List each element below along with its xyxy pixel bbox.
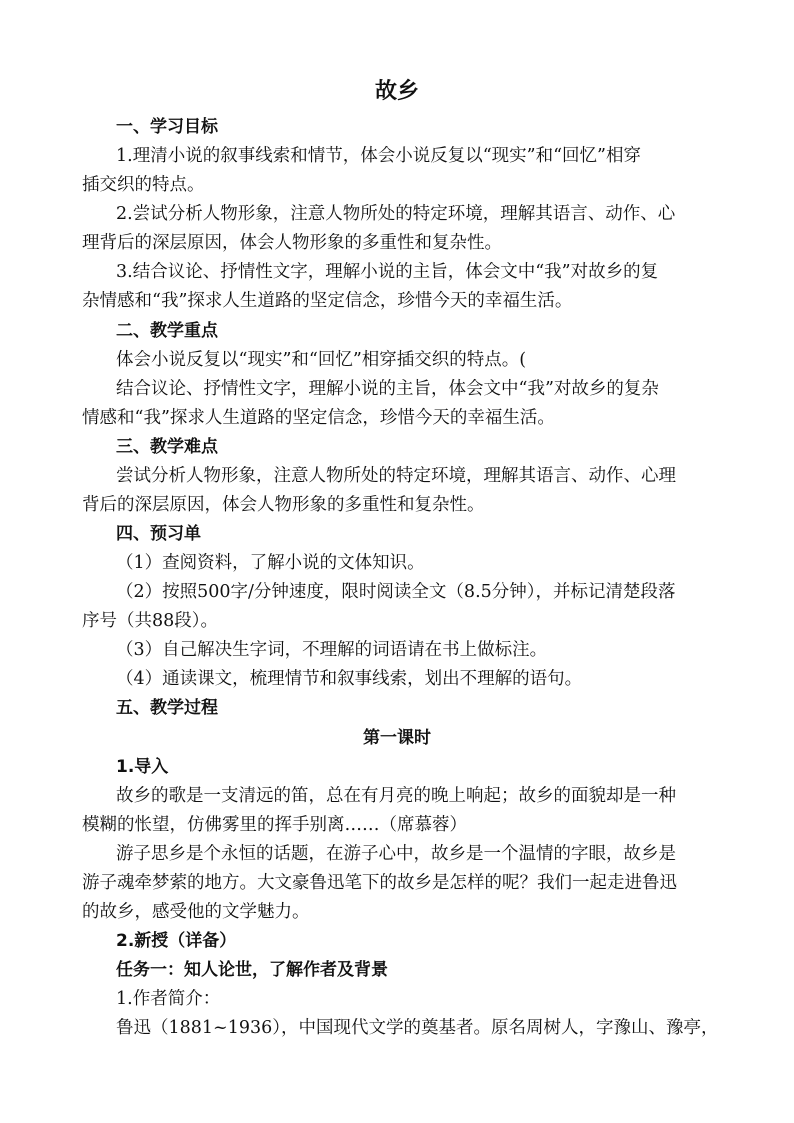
- goal-1-line-2: 插交织的特点。: [82, 175, 205, 195]
- section-heading-focus: 二、教学重点: [116, 321, 218, 341]
- focus-line-2: 结合议论、抒情性文字，理解小说的主旨，体会文中“我”对故乡的复杂: [116, 379, 659, 399]
- intro-line-4: 游子魂牵梦萦的地方。大文豪鲁迅笔下的故乡是怎样的呢？我们一起走进鲁迅: [82, 873, 677, 893]
- focus-line-3: 情感和“我”探求人生道路的坚定信念，珍惜今天的幸福生活。: [82, 408, 555, 428]
- goal-3-line-2: 杂情感和“我”探求人生道路的坚定信念，珍惜今天的幸福生活。: [82, 291, 573, 311]
- preview-item-4: （4）通读课文，梳理情节和叙事线索，划出不理解的语句。: [116, 669, 583, 689]
- lesson-heading: 第一课时: [363, 728, 431, 748]
- intro-line-2: 模糊的怅望，仿佛雾里的挥手别离……（席慕蓉）: [82, 815, 467, 835]
- goal-1-line-1: 1.理清小说的叙事线索和情节，体会小说反复以“现实”和“回忆”相穿: [116, 146, 641, 166]
- goal-3-line-1: 3.结合议论、抒情性文字，理解小说的主旨，体会文中“我”对故乡的复: [116, 262, 659, 282]
- goal-2-line-1: 2.尝试分析人物形象，注意人物所处的特定环境，理解其语言、动作、心: [116, 204, 676, 224]
- preview-item-2-line-2: 序号（共88段）。: [82, 611, 219, 631]
- preview-item-3: （3）自己解决生字词，不理解的词语请在书上做标注。: [116, 640, 548, 660]
- author-intro-line-1: 鲁迅（1881~1936），中国现代文学的奠基者。原名周树人，字豫山、豫亭，: [116, 1018, 719, 1038]
- difficulty-line-1: 尝试分析人物形象，注意人物所处的特定环境，理解其语言、动作、心理: [116, 466, 676, 486]
- preview-item-1: （1）查阅资料，了解小说的文体知识。: [116, 553, 425, 573]
- step-heading-new: 2.新授（详备）: [116, 931, 237, 951]
- section-heading-process: 五、教学过程: [116, 698, 218, 718]
- document-title: 故乡: [374, 79, 419, 104]
- section-heading-preview: 四、预习单: [116, 524, 201, 544]
- preview-item-2-line-1: （2）按照500字/分钟速度，限时阅读全文（8.5分钟），并标记清楚段落: [116, 582, 676, 602]
- task-heading-1: 任务一：知人论世，了解作者及背景: [116, 960, 388, 980]
- intro-line-5: 的故乡，感受他的文学魅力。: [82, 902, 310, 922]
- section-heading-difficulty: 三、教学难点: [116, 437, 218, 457]
- difficulty-line-2: 背后的深层原因，体会人物形象的多重性和复杂性。: [82, 495, 485, 515]
- focus-line-1: 体会小说反复以“现实”和“回忆”相穿插交织的特点。(: [116, 350, 527, 370]
- intro-line-1: 故乡的歌是一支清远的笛，总在有月亮的晚上响起；故乡的面貌却是一种: [116, 786, 676, 806]
- step-heading-intro: 1.导入: [116, 757, 169, 777]
- section-heading-goals: 一、学习目标: [116, 117, 218, 137]
- author-intro-heading: 1.作者简介：: [116, 989, 221, 1009]
- intro-line-3: 游子思乡是个永恒的话题，在游子心中，故乡是一个温情的字眼，故乡是: [116, 844, 676, 864]
- goal-2-line-2: 理背后的深层原因，体会人物形象的多重性和复杂性。: [82, 233, 502, 253]
